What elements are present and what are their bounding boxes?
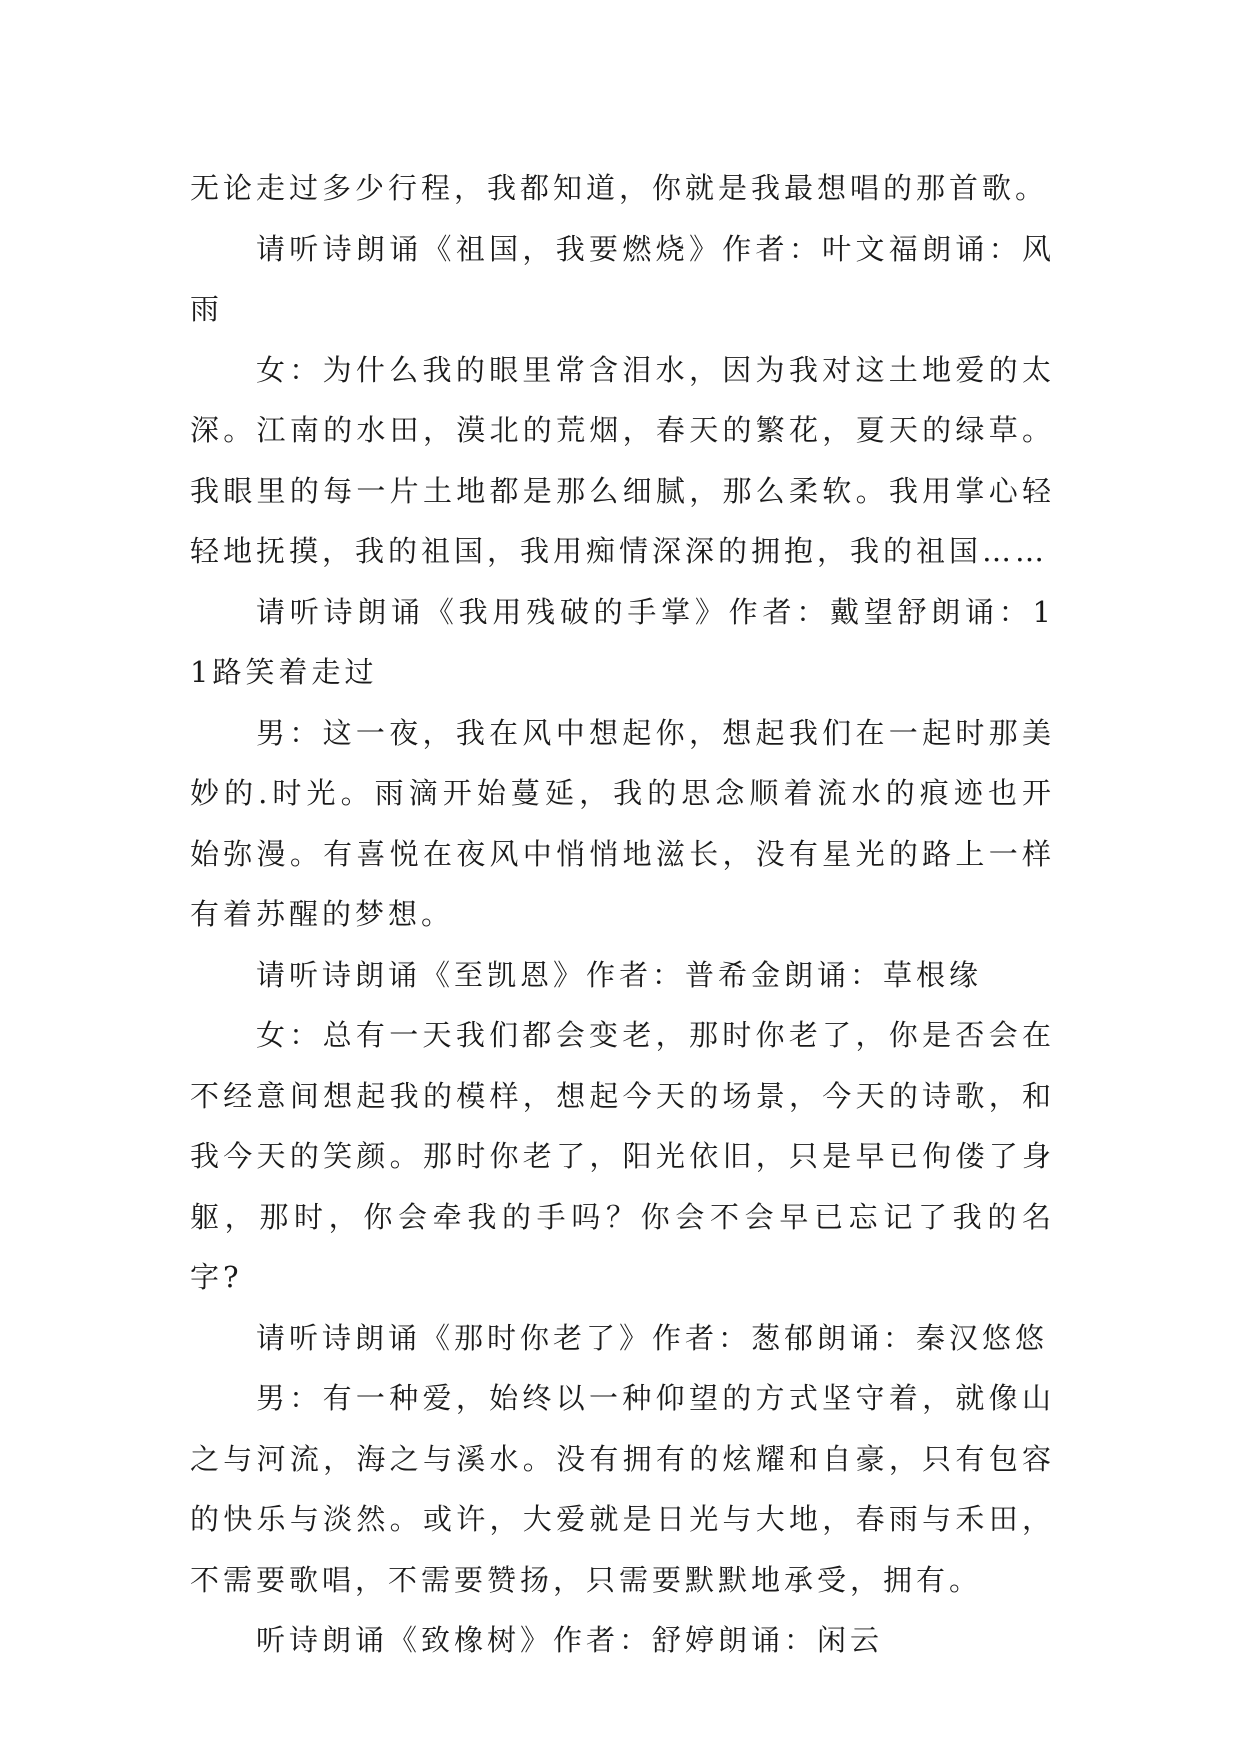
paragraph-female-verse: 女：总有一天我们都会变老，那时你老了，你是否会在不经意间想起我的模样，想起今天的场景，今天的诗歌，和我今天的笑颜。那时你老了，阳光依旧，只是早已佝偻了身躯，那时，你会牵我的手吗？你会不会早已忘记了我的名字? [190,1018,1055,1294]
paragraph-continuation: 无论走过多少行程，我都知道，你就是我最想唱的那首歌。 [190,171,1049,205]
document-body [190,158,1055,1671]
paragraph-recitation-intro: 听诗朗诵《致橡树》作者：舒婷朗诵：闲云 [256,1623,884,1657]
paragraph-male-verse: 男：这一夜，我在风中想起你，想起我们在一起时那美妙的.时光。雨滴开始蔓延，我的思念顺着流水的痕迹也开始弥漫。有喜悦在夜风中悄悄地滋长，没有星光的路上一样有着苏醒的梦想。 [190,715,1055,931]
paragraph-recitation-intro: 请听诗朗诵《我用残破的手掌》作者：戴望舒朗诵：11路笑着走过 [190,594,1055,689]
paragraph-recitation-intro: 请听诗朗诵《祖国，我要燃烧》作者：叶文福朗诵：风雨 [190,231,1055,326]
paragraph-recitation-intro: 请听诗朗诵《那时你老了》作者：葱郁朗诵：秦汉悠悠 [256,1320,1049,1355]
paragraph-female-verse: 女：为什么我的眼里常含泪水，因为我对这土地爱的太深。江南的水田，漠北的荒烟，春天的繁花，夏天的绿草。我眼里的每一片土地都是那么细腻，那么柔软。我用掌心轻轻地抚摸，我的祖国，我用痴情深深的拥抱，我的祖国…… [190,352,1055,568]
paragraph-male-verse: 男：有一种爱，始终以一种仰望的方式坚守着，就像山之与河流，海之与溪水。没有拥有的炫耀和自豪，只有包容的快乐与淡然。或许，大爱就是日光与大地，春雨与禾田，不需要歌唱，不需要赞扬，只需要默默地承受，拥有。 [190,1381,1055,1597]
paragraph-recitation-intro: 请听诗朗诵《至凯恩》作者：普希金朗诵：草根缘 [256,957,983,992]
